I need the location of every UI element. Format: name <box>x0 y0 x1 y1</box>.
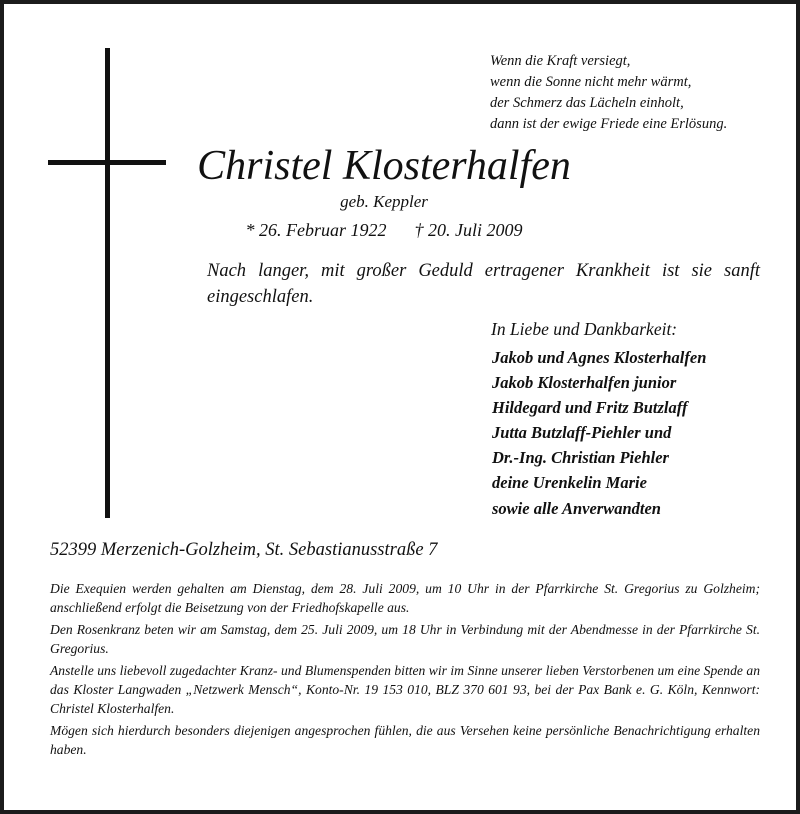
mourner-name: Dr.-Ing. Christian Piehler <box>492 448 669 467</box>
maiden-name: geb. Keppler <box>340 192 428 211</box>
mourner-name: Jutta Butzlaff-Piehler und <box>492 423 672 442</box>
quote-line: wenn die Sonne nicht mehr wärmt, <box>490 74 692 90</box>
quote-line: der Schmerz das Lächeln einholt, <box>490 95 684 111</box>
mourner-name: Jakob Klosterhalfen junior <box>492 373 677 392</box>
funeral-details <box>50 579 760 762</box>
deceased-name: Christel Klosterhalfen <box>197 143 571 189</box>
memorial-quote <box>490 51 727 135</box>
announcement-text: Nach langer, mit großer Geduld ertragener Krankheit ist sie sanft eingeschlafen. <box>207 261 760 307</box>
gratitude-intro: In Liebe und Dankbarkeit: <box>491 319 678 339</box>
cross-vertical-bar <box>105 48 110 518</box>
mourner-name: Hildegard und Fritz Butzlaff <box>492 398 688 417</box>
mourner-name: deine Urenkelin Marie <box>492 473 647 492</box>
donation-paragraph: Anstelle uns liebevoll zugedachter Kranz- und Blumenspenden bitten wir im Sinne unserer lieben Verstorbenen um eine Spende an das Kloster Langwaden „Netzwerk Mensch“, Konto-Nr. 19 153 010, BLZ 370 601 93, bei der Pax Bank e. G. Köln, Kennwort: Christel Klosterhalfen. <box>50 663 760 716</box>
death-date: † 20. Juli 2009 <box>414 220 523 240</box>
life-dates <box>4 218 764 242</box>
birth-date: * 26. Februar 1922 <box>245 220 387 240</box>
mourner-list <box>492 345 706 495</box>
notification-paragraph: Mögen sich hierdurch besonders diejenigen angesprochen fühlen, die aus Versehen keine persönliche Benachrichtigung erhalten haben. <box>50 723 760 757</box>
rosary-paragraph: Den Rosenkranz beten wir am Samstag, dem 25. Juli 2009, um 18 Uhr in Verbindung mit der Abendmesse in der Pfarrkirche St. Gregorius. <box>50 622 760 656</box>
funeral-service-paragraph: Die Exequien werden gehalten am Dienstag, dem 28. Juli 2009, um 10 Uhr in der Pfarrkirche St. Gregorius zu Golzheim; anschließend erfolgt die Beisetzung von der Friedhofskapelle aus. <box>50 581 760 615</box>
mourner-name: Jakob und Agnes Klosterhalfen <box>492 348 707 367</box>
relatives-line: sowie alle Anverwandten <box>492 499 661 518</box>
quote-line: dann ist der ewige Friede eine Erlösung. <box>490 116 728 132</box>
mourning-address: 52399 Merzenich-Golzheim, St. Sebastianusstraße 7 <box>50 540 438 560</box>
quote-line: Wenn die Kraft versiegt, <box>490 53 631 69</box>
